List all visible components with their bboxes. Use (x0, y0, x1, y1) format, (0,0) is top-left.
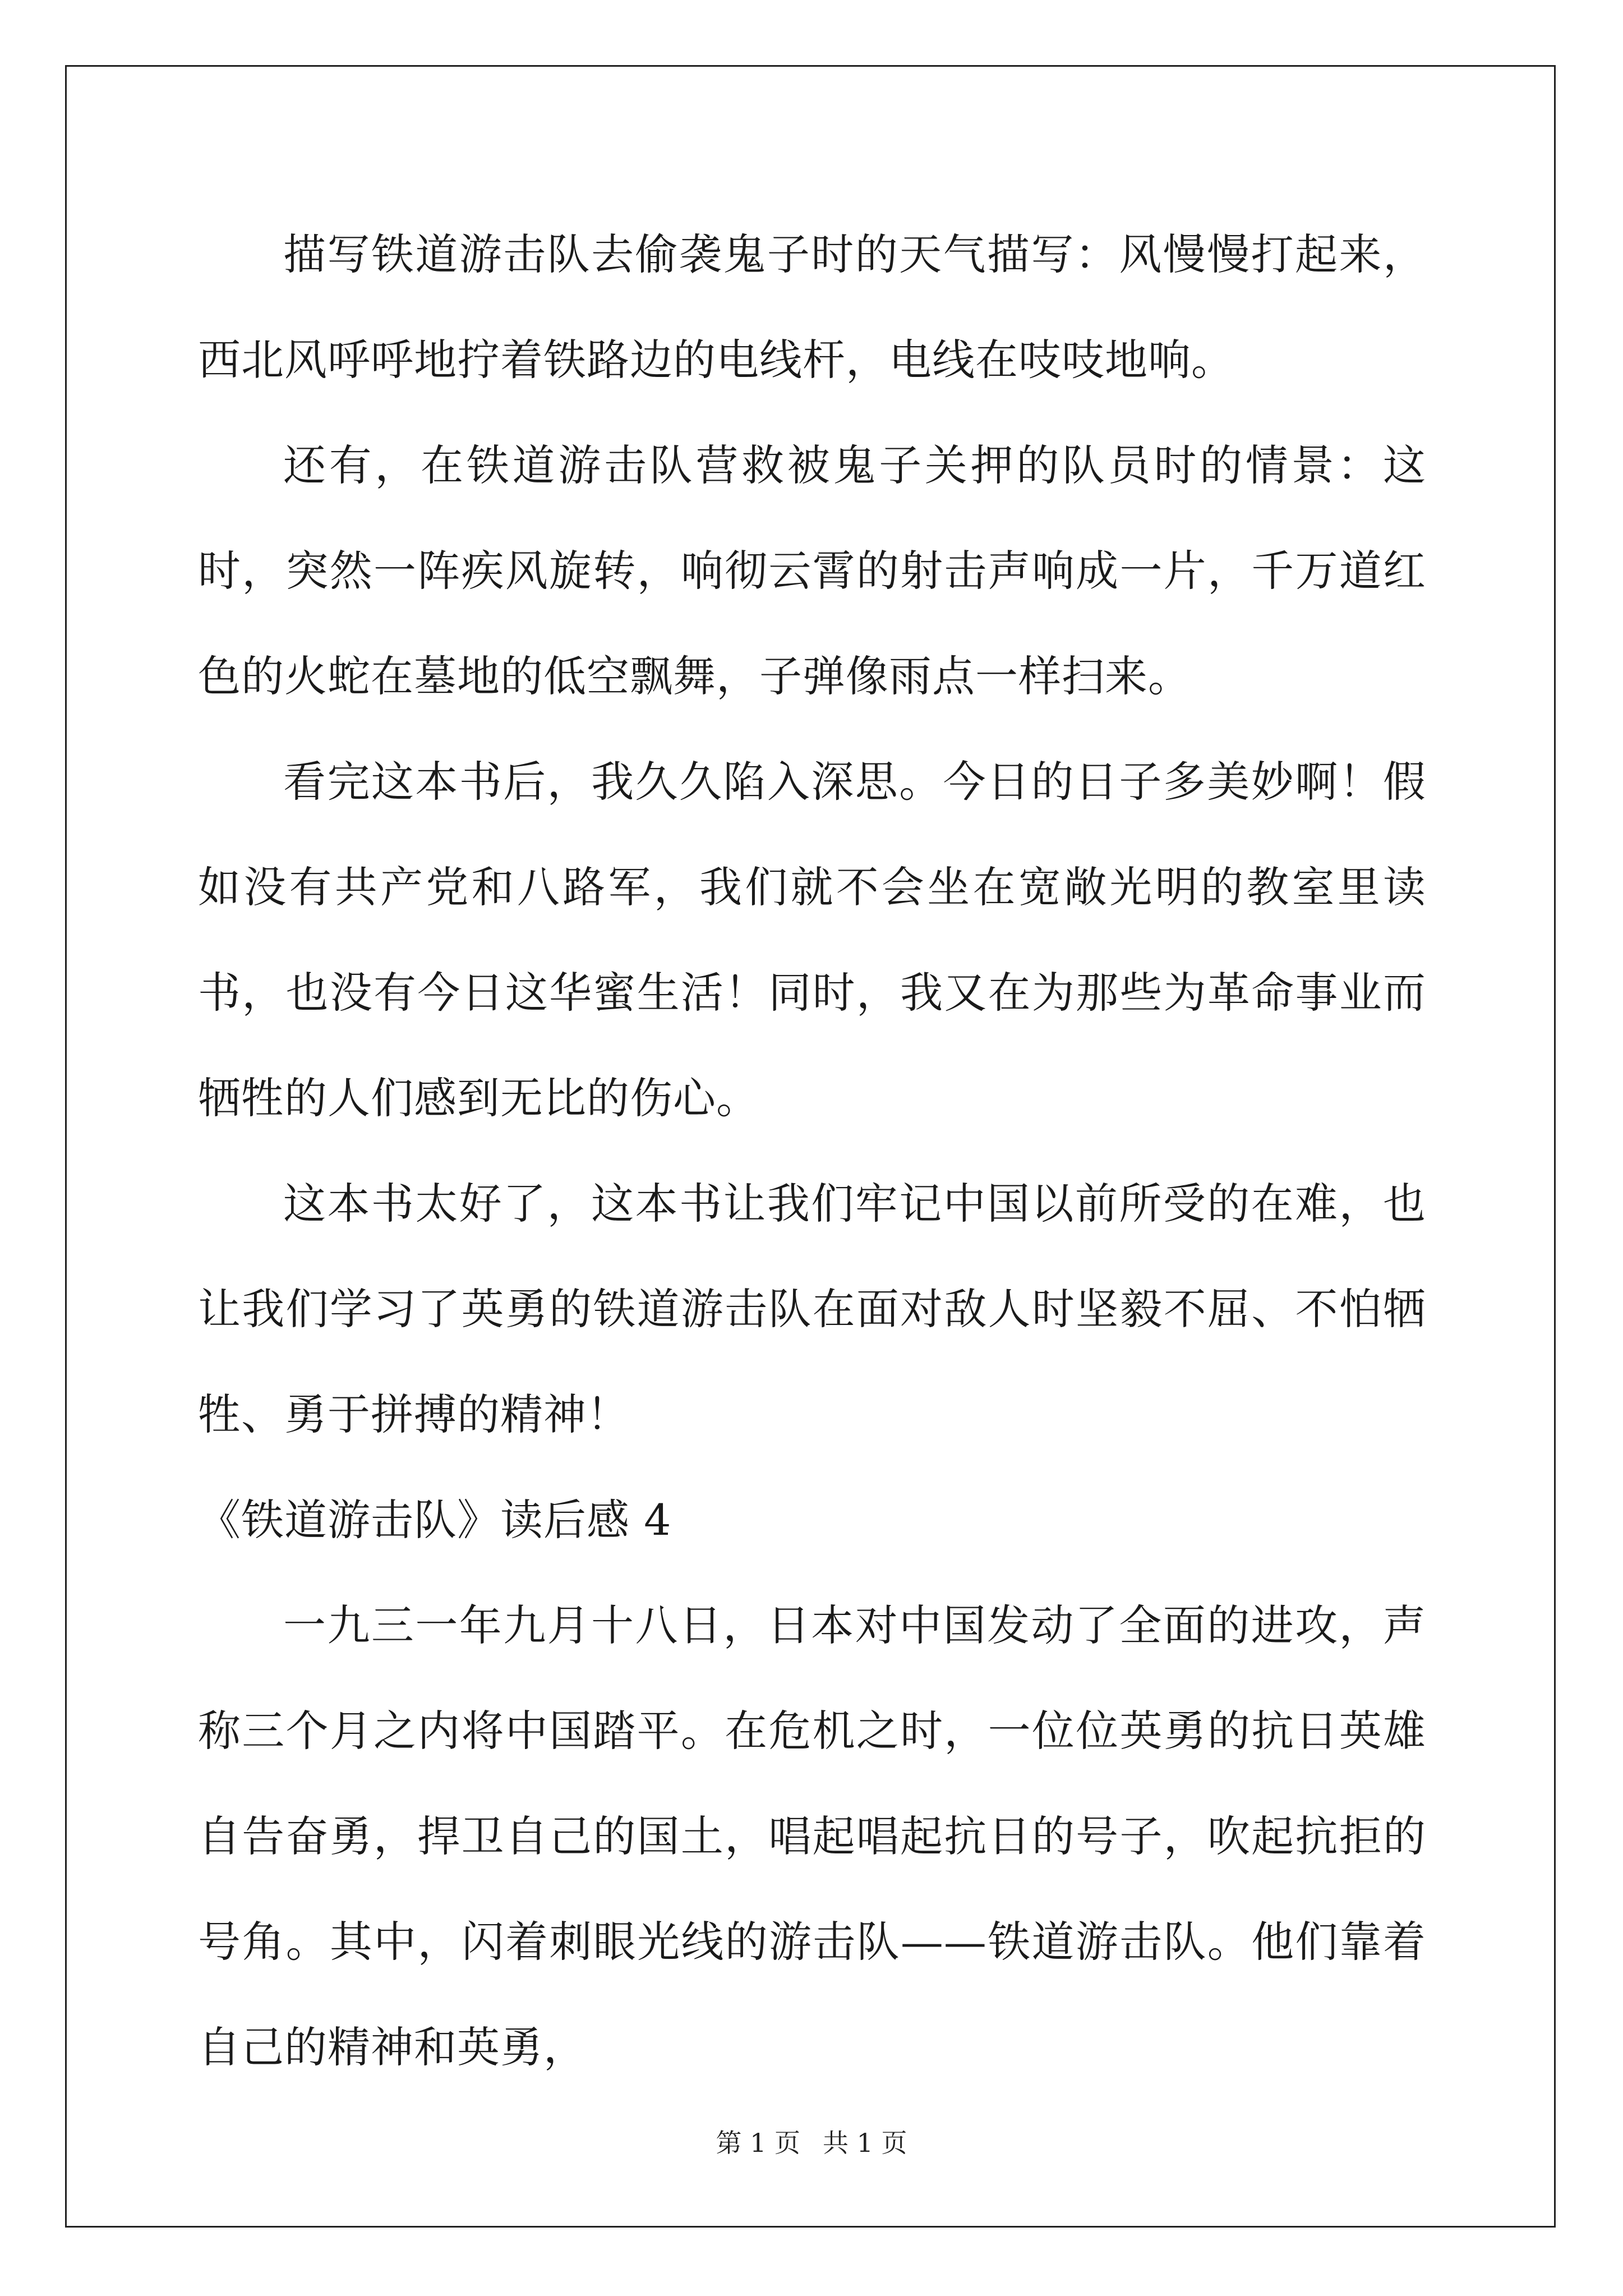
page-total: 共 1 页 (823, 2128, 907, 2158)
paragraph-rescue: 还有，在铁道游击队营救被鬼子关押的队员时的情景：这时，突然一阵疾风旋转，响彻云霄的射击声响成一片，千万道红色的火蛇在墓地的低空飘舞，子弹像雨点一样扫来。 (198, 440, 1426, 701)
page-number: 第 1 页 (716, 2128, 800, 2158)
section-heading: 《铁道游击队》读后感 4 (198, 1495, 672, 1545)
paragraph-reflection: 看完这本书后，我久久陷入深思。今日的日子多美妙啊！假如没有共产党和八路军，我们就不会坐在宽敞光明的教室里读书，也没有今日这华蜜生活！同时，我又在为那些为革命事业而牺牲的人们感到无比的伤心。 (198, 757, 1426, 1123)
document-body (198, 202, 1426, 2100)
paragraph-history: 一九三一年九月十八日，日本对中国发动了全面的进攻，声称三个月之内将中国踏平。在危机之时，一位位英勇的抗日英雄自告奋勇，捍卫自己的国土，唱起唱起抗日的号子，吹起抗拒的号角。其中，闪着刺眼光线的游击队——铁道游击队。他们靠着自己的精神和英勇， (198, 1600, 1426, 2072)
paragraph-weather: 描写铁道游击队去偷袭鬼子时的天气描写：风慢慢打起来，西北风呼呼地拧着铁路边的电线杆，电线在吱吱地响。 (198, 229, 1426, 385)
page-footer (0, 2126, 1623, 2160)
paragraph-conclusion: 这本书太好了，这本书让我们牢记中国以前所受的在难，也让我们学习了英勇的铁道游击队在面对敌人时坚毅不屈、不怕牺牲、勇于拼搏的精神！ (198, 1179, 1426, 1439)
